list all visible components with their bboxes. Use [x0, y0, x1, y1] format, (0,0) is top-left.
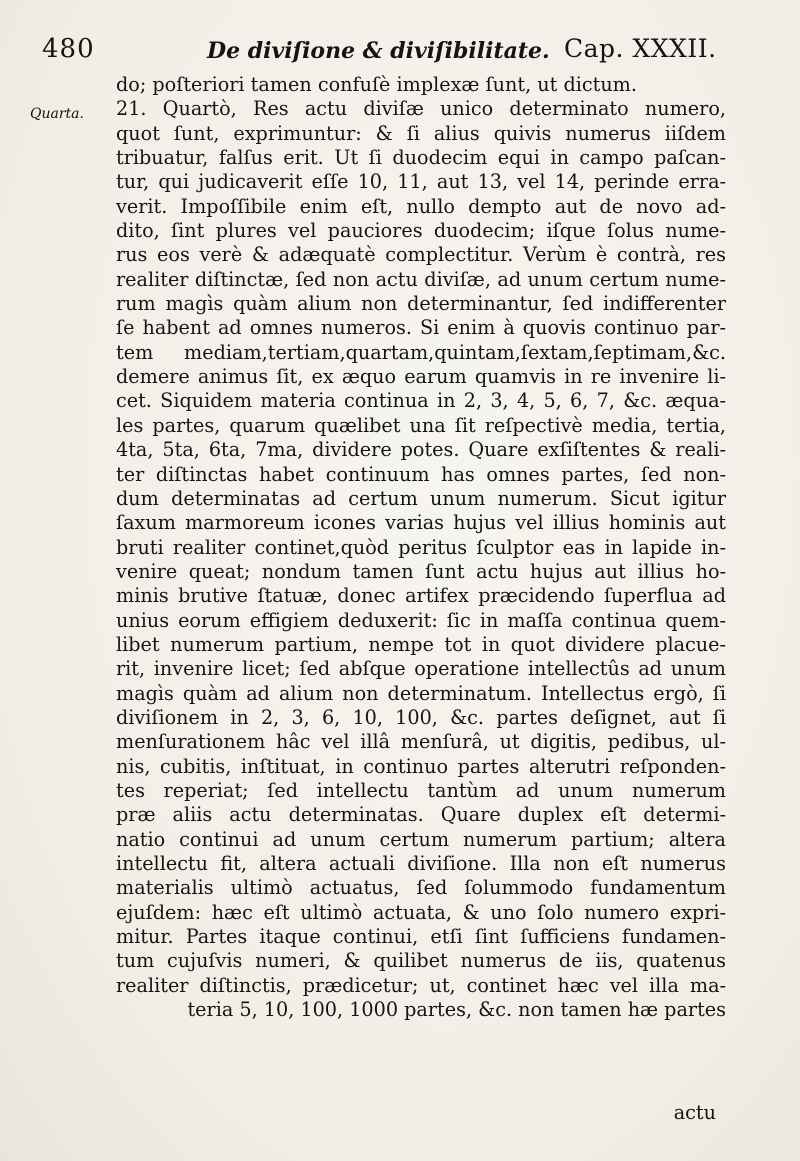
text-line: venire queat; nondum tamen ſunt actu hujus aut illius ho- [116, 559, 726, 583]
page-number: 480 [42, 34, 95, 64]
text-line: mitur. Partes itaque continui, etſi ſint ſufficiens fundamen- [116, 925, 726, 949]
text-line: materialis ultimò actuatus, ſed ſolummodo fundamentum [116, 876, 726, 900]
running-title: De diviſione & diviſibilitate. [207, 38, 550, 64]
text-line: 4ta, 5ta, 6ta, 7ma, dividere potes. Quare exſiſtentes & reali- [116, 438, 726, 462]
text-line: ter diſtinctas habet continuum has omnes partes, ſed non- [116, 462, 726, 486]
page-header [42, 28, 722, 68]
text-line: ſaxum marmoreum icones varias hujus vel illius hominis aut [116, 511, 726, 535]
text-line: minis brutive ſtatuæ, donec artifex præcidendo ſuperflua ad [116, 584, 726, 608]
text-line: cet. Siquidem materia continua in 2, 3, 4, 5, 6, 7, &c. æqua- [116, 389, 726, 413]
text-line: tribuatur, falſus erit. Ut ſi duodecim equi in campo paſcan- [116, 146, 726, 170]
body-text [116, 73, 726, 1022]
text-line: ſe habent ad omnes numeros. Si enim à quovis continuo par- [116, 316, 726, 340]
text-line: menſurationem hâc vel illâ menſurâ, ut digitis, pedibus, ul- [116, 730, 726, 754]
text-line: tem mediam,tertiam,quartam,quintam,ſextam,ſeptimam,&c. [116, 340, 726, 364]
text-line: teria 5, 10, 100, 1000 partes, &c. non tamen hæ partes [187, 998, 726, 1022]
text-line: quot ſunt, exprimuntur: & ſi alius quivis numerus iiſdem [116, 121, 726, 145]
text-line: rus eos verè & adæquatè complectitur. Verùm è contrà, res [116, 243, 726, 267]
text-line: unius eorum effigiem deduxerit: ſic in maſſa continua quem- [116, 608, 726, 632]
text-line: les partes, quarum quælibet una ſit reſpectivè media, tertia, [116, 413, 726, 437]
text-line: realiter diſtinctæ, ſed non actu diviſæ, ad unum certum nume- [116, 267, 726, 291]
text-line: demere animus ſit, ex æquo earum quamvis in re invenire li- [116, 365, 726, 389]
catchword: actu [673, 1101, 716, 1124]
text-line: 21. Quartò, Res actu diviſæ unico determinato numero, [116, 97, 726, 121]
text-line: dum determinatas ad certum unum numerum. Sicut igitur [116, 486, 726, 510]
text-line: libet numerum partium, nempe tot in quot dividere placue- [116, 632, 726, 656]
text-line: præ aliis actu determinatas. Quare duplex eſt determi- [116, 803, 726, 827]
text-line: diviſionem in 2, 3, 6, 10, 100, &c. partes deſignet, aut ſi [116, 705, 726, 729]
text-line: rum magìs quàm alium non determinantur, ſed indifferenter [116, 292, 726, 316]
text-line: tum cujuſvis numeri, & quilibet numerus de iis, quatenus [116, 949, 726, 973]
text-line: tes reperiat; ſed intellectu tantùm ad unum numerum [116, 778, 726, 802]
text-line: ejuſdem: hæc eſt ultimò actuata, & uno ſolo numero expri- [116, 900, 726, 924]
text-line: rit, invenire licet; ſed abſque operatione intellectûs ad unum [116, 657, 726, 681]
text-line: realiter diſtinctis, prædicetur; ut, continet hæc vel illa ma- [116, 973, 726, 997]
text-line: magìs quàm ad alium non determinatum. Intellectus ergò, ſi [116, 681, 726, 705]
text-line: do; poſteriori tamen confuſè implexæ ſunt, ut dictum. [116, 73, 637, 96]
text-line: bruti realiter continet,quòd peritus ſculptor eas in lapide in- [116, 535, 726, 559]
chapter-heading: Cap. XXXII. [564, 34, 717, 63]
text-line: intellectu fit, altera actuali diviſione. Illa non eſt numerus [116, 852, 726, 875]
text-line: verit. Impoſſibile enim eſt, nullo dempto aut de novo ad- [116, 194, 726, 218]
text-line: natio continui ad unum certum numerum partium; altera [116, 827, 726, 851]
text-line: nis, cubitis, inſtituat, in continuo partes alterutri reſponden- [116, 754, 726, 778]
text-line: tur, qui judicaverit eſſe 10, 11, aut 13, vel 14, perinde erra- [116, 170, 726, 194]
margin-note: Quarta. [30, 106, 84, 122]
text-line: dito, ſint plures vel pauciores duodecim; iſque ſolus nume- [116, 219, 726, 243]
